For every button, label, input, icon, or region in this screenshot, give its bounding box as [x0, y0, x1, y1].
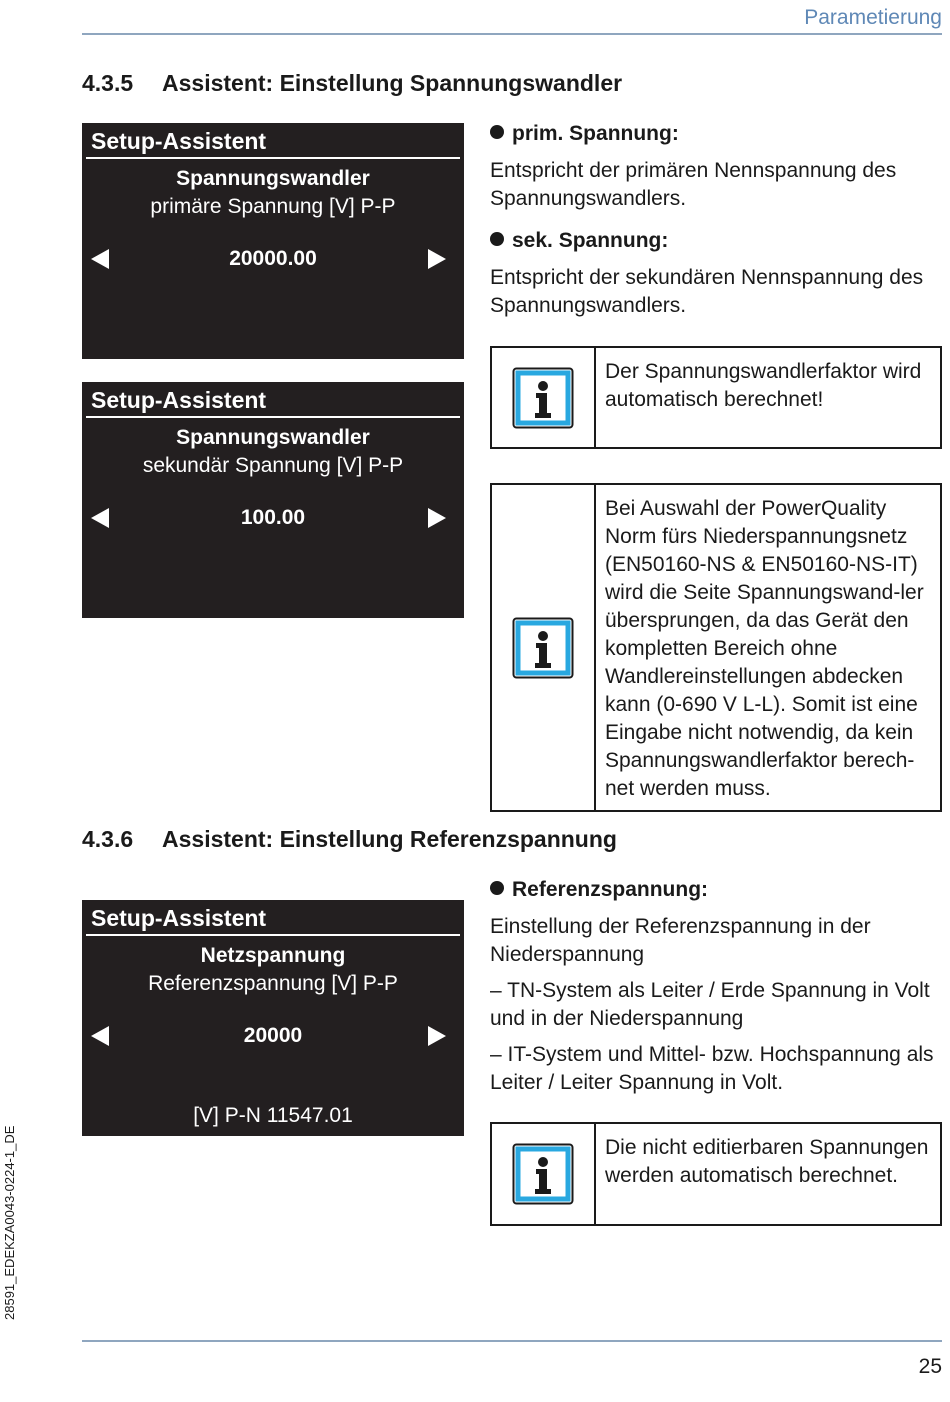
screen-value: 20000 [243, 1024, 303, 1047]
screen-title: Setup-Assistent [91, 905, 267, 931]
arrow-right-icon [428, 1026, 446, 1046]
screen-divider [86, 934, 460, 936]
bullet-text: Einstellung der Referenzspannung in der Niederspannung [490, 915, 871, 966]
screen-divider [86, 157, 460, 159]
bullet-prim-spannung [490, 122, 679, 146]
bullet-dot-icon [490, 232, 504, 246]
section-title-435 [82, 70, 622, 97]
info-icon [512, 1143, 574, 1205]
bullet-dot-icon [490, 881, 504, 895]
info-note-powerquality [490, 483, 942, 812]
bullet-dot-icon [490, 125, 504, 139]
bullet-text-tn: – TN-System als Leiter / Erde Spannung in Volt und in der Niederspannung [490, 979, 930, 1030]
device-screen-secondary [82, 382, 464, 618]
bullet-sek-spannung [490, 229, 668, 253]
screen-title: Setup-Assistent [91, 128, 267, 154]
running-header: Parametierung [804, 6, 942, 29]
info-note-noneditable [490, 1122, 942, 1226]
info-icon [512, 617, 574, 679]
bullet-referenzspannung [490, 878, 708, 902]
bullet-text-it: – IT-System und Mittel- bzw. Hochspannung als Leiter / Leiter Spannung in Volt. [490, 1043, 934, 1094]
info-icon-cell [492, 1124, 596, 1224]
device-screen-primary [82, 123, 464, 359]
bullet-text: Entspricht der primären Nennspannung des Spannungswandlers. [490, 159, 897, 210]
screen-value: 100.00 [240, 506, 306, 529]
footer-rule [82, 1340, 942, 1342]
bullet-label: Referenzspannung: [512, 878, 709, 901]
info-text: Der Spannungswandlerfaktor wird automatisch berechnet! [605, 360, 922, 411]
bullet-text: Entspricht der sekundären Nennspannung des Spannungswandlers. [490, 266, 924, 317]
info-icon-cell [492, 485, 596, 810]
section-heading: Assistent: Einstellung Spannungswandler [162, 70, 623, 96]
bullet-label: prim. Spannung: [512, 122, 679, 145]
info-text: Die nicht editierbaren Spannungen werden automatisch berechnet. [605, 1136, 929, 1187]
section-title-436 [82, 826, 617, 853]
device-screen-reference [82, 900, 464, 1136]
screen-heading: Spannungswandler [176, 426, 370, 449]
screen-title: Setup-Assistent [91, 387, 267, 413]
screen-heading: Spannungswandler [176, 167, 370, 190]
document-code: 28591_EDEKZA0043-0224-1_DE [2, 1125, 17, 1320]
section-heading: Assistent: Einstellung Referenzspannung [162, 826, 617, 852]
screen-parameter: primäre Spannung [V] P-P [150, 195, 396, 218]
bullet-label: sek. Spannung: [512, 229, 669, 252]
header-rule [82, 33, 942, 35]
section-number: 4.3.6 [82, 826, 134, 852]
arrow-right-icon [428, 508, 446, 528]
page-number: 25 [918, 1355, 942, 1378]
section-number: 4.3.5 [82, 70, 134, 96]
info-icon-cell [492, 348, 596, 447]
screen-parameter: Referenzspannung [V] P-P [148, 972, 398, 995]
info-text: Bei Auswahl der PowerQuality Norm fürs Niederspannungsnetz (EN50160-NS & EN50160-NS-IT) wird die Seite Spannungswand-ler übersprungen, da das Gerät den kompletten Bereich ohne Wandlereinstellungen abdecken kann (0-690 V L-L). Somit ist eine Eingabe nicht notwendig, da kein Spannungswandlerfaktor berech-net werden muss. [605, 497, 924, 800]
screen-heading: Netzspannung [200, 944, 346, 967]
arrow-right-icon [428, 249, 446, 269]
screen-divider [86, 416, 460, 418]
screen-value: 20000.00 [229, 247, 317, 270]
info-note-factor [490, 346, 942, 449]
info-icon [512, 367, 574, 429]
screen-parameter: sekundär Spannung [V] P-P [142, 454, 404, 477]
screen-footer-value: [V] P-N 11547.01 [193, 1104, 353, 1127]
